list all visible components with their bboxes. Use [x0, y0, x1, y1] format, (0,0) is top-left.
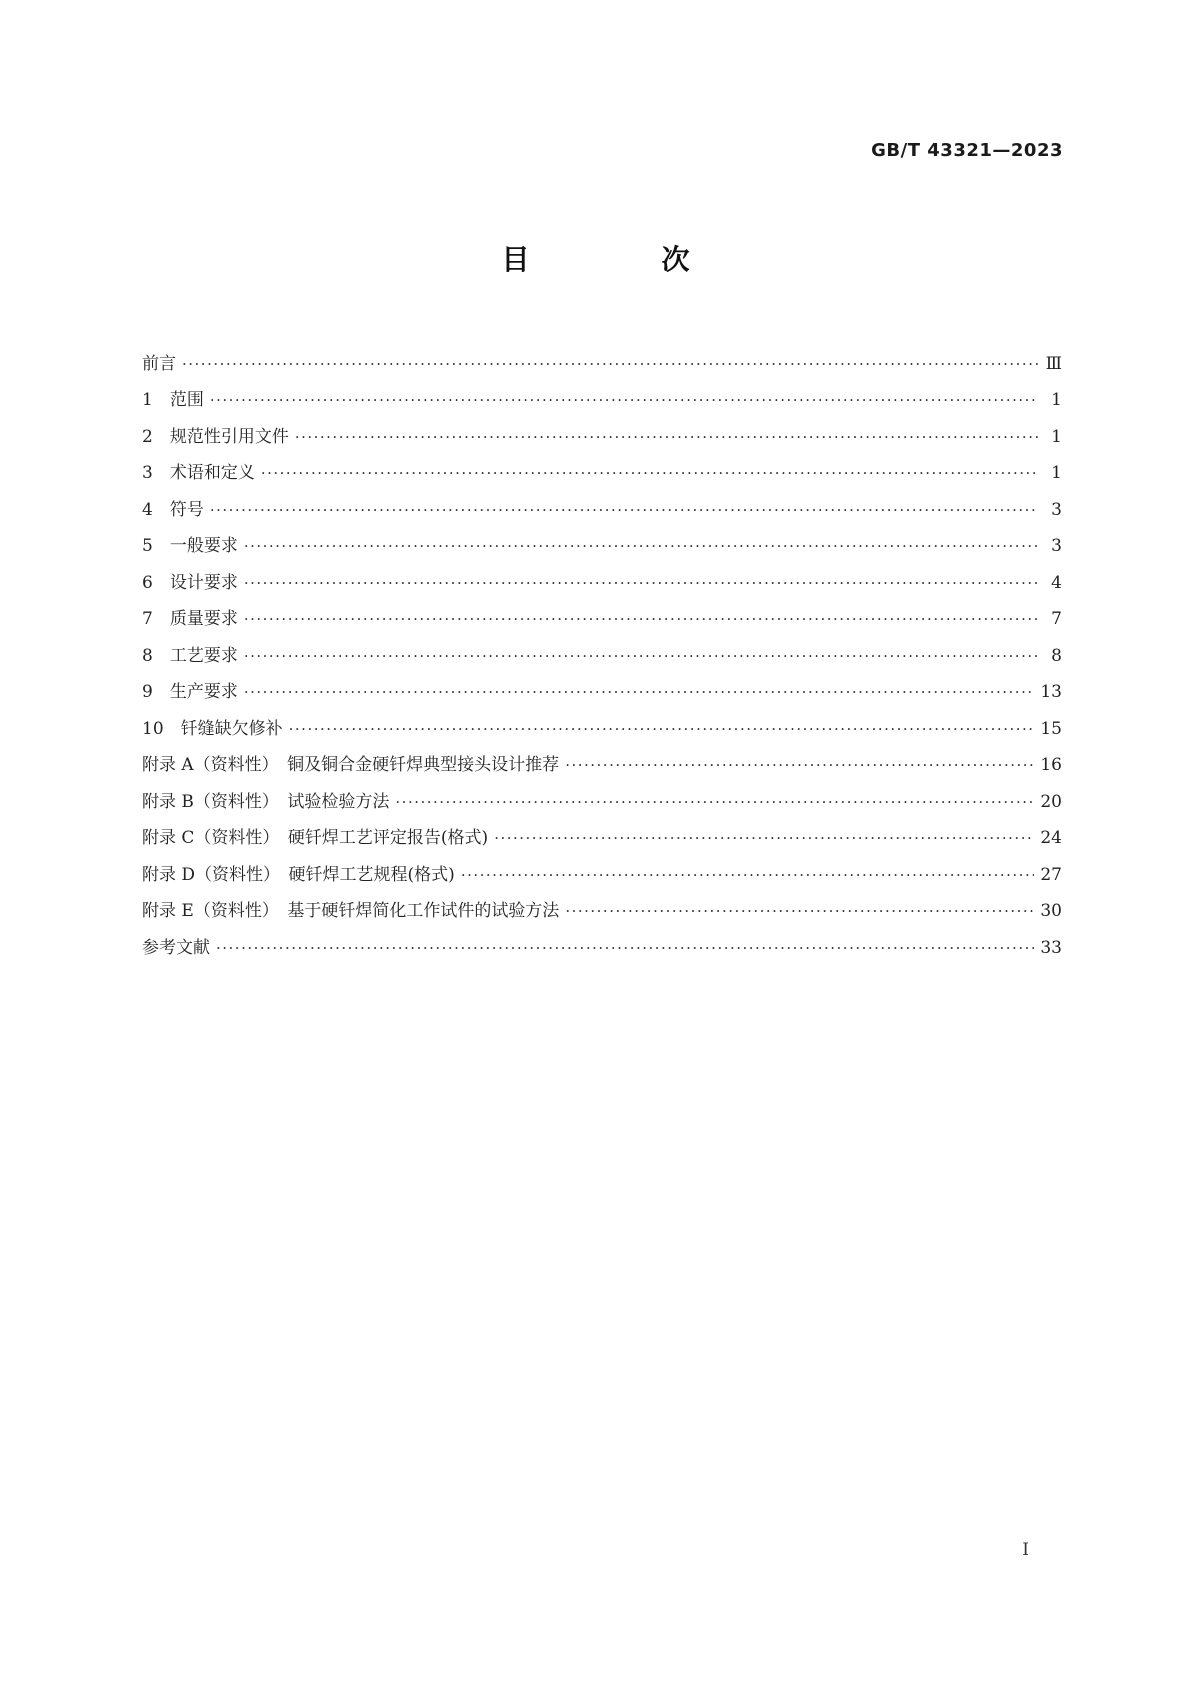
toc-entry-page: 24 — [1040, 828, 1062, 848]
toc-leader-dots — [244, 571, 1038, 595]
toc-entry-quality-requirements[interactable] — [142, 595, 1062, 632]
toc-entry-annex-c[interactable] — [142, 814, 1062, 851]
toc-entry-page: 7 — [1051, 609, 1062, 629]
toc-leader-dots — [461, 863, 1035, 887]
toc-leader-dots — [565, 753, 1034, 777]
toc-entry-page: 1 — [1051, 463, 1062, 483]
toc-entry-bibliography[interactable] — [142, 923, 1062, 960]
toc-entry-symbols[interactable] — [142, 485, 1062, 522]
toc-entry-label: 附录 C（资料性） 硬钎焊工艺评定报告(格式) — [142, 828, 489, 848]
page-number: I — [1022, 1540, 1029, 1560]
toc-entry-label: 4 符号 — [142, 499, 204, 520]
toc-entry-foreword[interactable] — [142, 339, 1062, 376]
toc-entry-label: 附录 A（资料性） 铜及铜合金硬钎焊典型接头设计推荐 — [142, 755, 560, 775]
toc-entry-label: 8 工艺要求 — [142, 645, 238, 666]
toc-leader-dots — [182, 352, 1038, 376]
toc-entry-label: 附录 B（资料性） 试验检验方法 — [142, 791, 390, 812]
toc-leader-dots — [244, 534, 1038, 558]
toc-leader-dots — [565, 899, 1034, 923]
toc-leader-dots — [210, 388, 1038, 412]
toc-entry-process-requirements[interactable] — [142, 631, 1062, 668]
toc-entry-annex-d[interactable] — [142, 850, 1062, 887]
toc-leader-dots — [244, 644, 1038, 668]
toc-entry-label: 5 一般要求 — [142, 536, 238, 556]
toc-entry-label: 1 范围 — [142, 390, 204, 410]
toc-entry-page: 16 — [1040, 755, 1062, 775]
toc-entry-label: 6 设计要求 — [142, 572, 238, 593]
table-of-contents — [142, 339, 1062, 960]
toc-entry-page: 27 — [1040, 864, 1062, 885]
toc-entry-page: 4 — [1051, 572, 1062, 593]
toc-entry-page: 3 — [1051, 536, 1062, 556]
toc-entry-terms[interactable] — [142, 449, 1062, 486]
toc-entry-label: 附录 E（资料性） 基于硬钎焊简化工作试件的试验方法 — [142, 901, 560, 921]
toc-entry-design-requirements[interactable] — [142, 558, 1062, 595]
toc-entry-page: 8 — [1051, 645, 1062, 666]
toc-leader-dots — [261, 461, 1038, 485]
toc-entry-label: 附录 D（资料性） 硬钎焊工艺规程(格式) — [142, 864, 455, 885]
toc-entry-scope[interactable] — [142, 376, 1062, 413]
toc-entry-production-requirements[interactable] — [142, 668, 1062, 705]
toc-entry-annex-a[interactable] — [142, 741, 1062, 778]
toc-entry-normative-references[interactable] — [142, 412, 1062, 449]
toc-entry-page: 20 — [1040, 791, 1062, 812]
toc-entry-label: 10 钎缝缺欠修补 — [142, 718, 283, 739]
toc-entry-label: 7 质量要求 — [142, 609, 238, 629]
toc-entry-defect-repair[interactable] — [142, 704, 1062, 741]
toc-leader-dots — [216, 936, 1034, 960]
toc-entry-label: 9 生产要求 — [142, 682, 238, 702]
toc-entry-page: 1 — [1051, 390, 1062, 410]
toc-leader-dots — [289, 717, 1035, 741]
toc-entry-general-requirements[interactable] — [142, 522, 1062, 559]
toc-leader-dots — [210, 498, 1038, 522]
toc-entry-page: 13 — [1040, 682, 1062, 702]
toc-leader-dots — [494, 826, 1034, 850]
toc-entry-page: 15 — [1040, 718, 1062, 739]
toc-entry-label: 前言 — [142, 353, 176, 374]
page-title: 目 次 — [501, 243, 742, 276]
toc-leader-dots — [244, 680, 1035, 704]
toc-entry-label: 参考文献 — [142, 937, 210, 958]
toc-leader-dots — [395, 790, 1034, 814]
toc-entry-page: Ⅲ — [1045, 353, 1062, 374]
standard-code: GB/T 43321—2023 — [871, 140, 1063, 161]
toc-entry-label: 3 术语和定义 — [142, 463, 255, 483]
toc-leader-dots — [295, 425, 1038, 449]
toc-entry-annex-b[interactable] — [142, 777, 1062, 814]
toc-entry-label: 2 规范性引用文件 — [142, 426, 289, 447]
toc-entry-page: 1 — [1051, 426, 1062, 447]
toc-leader-dots — [244, 607, 1038, 631]
toc-entry-annex-e[interactable] — [142, 887, 1062, 924]
toc-entry-page: 33 — [1040, 937, 1062, 958]
toc-entry-page: 3 — [1051, 499, 1062, 520]
toc-entry-page: 30 — [1040, 901, 1062, 921]
